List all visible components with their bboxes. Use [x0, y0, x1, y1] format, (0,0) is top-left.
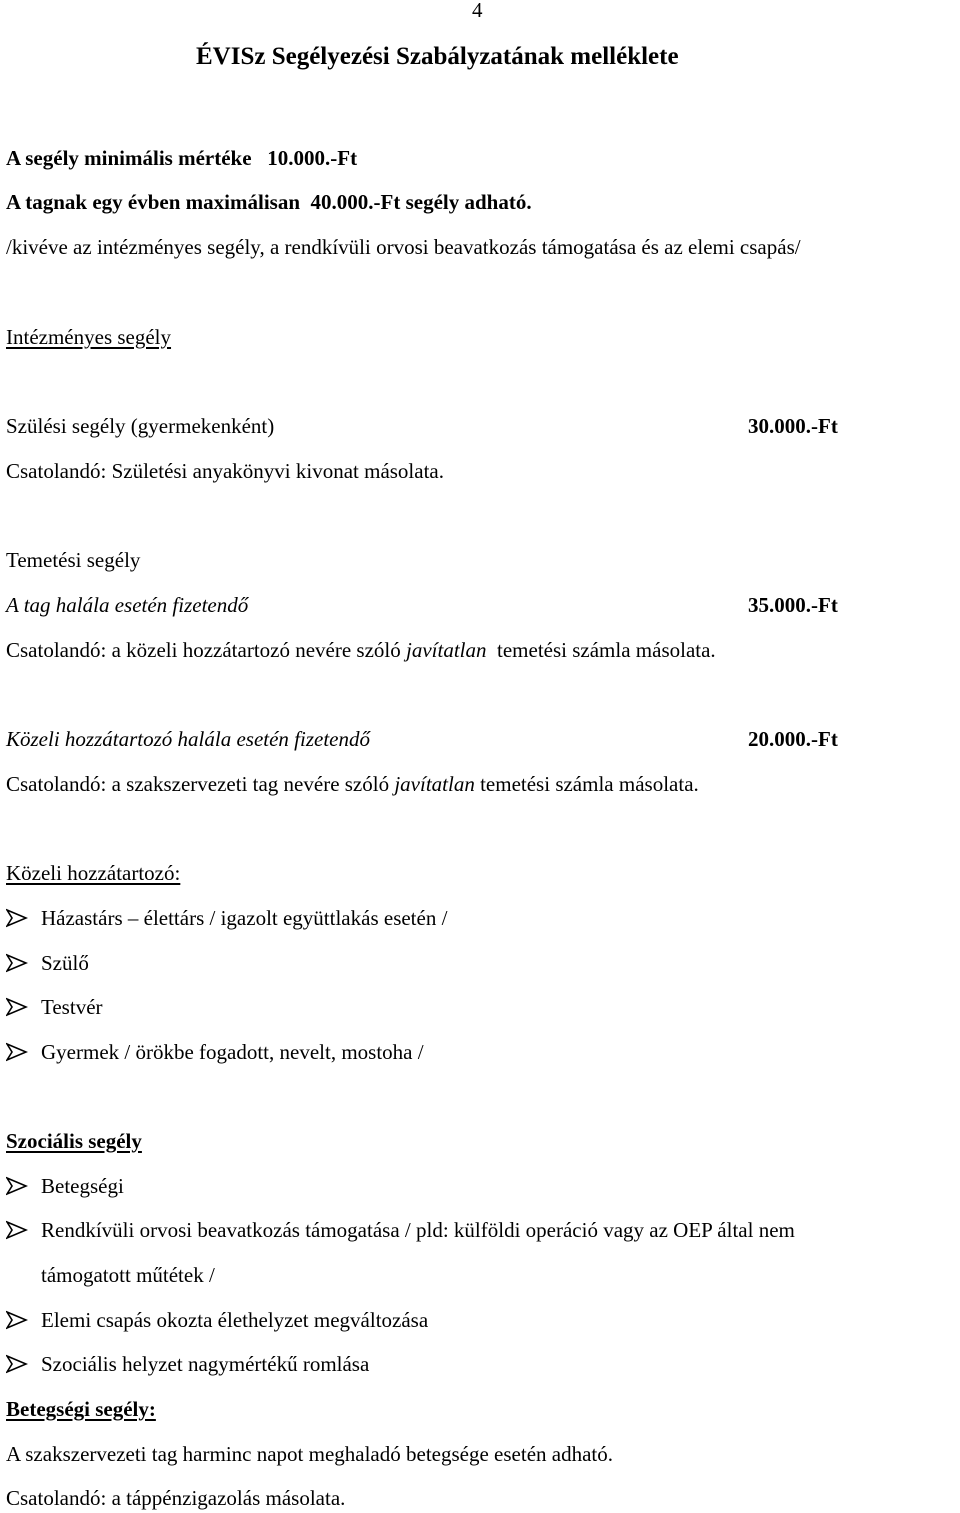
arrow-bullet-icon — [6, 1310, 28, 1330]
arrow-bullet-icon — [6, 908, 28, 928]
attachment-emphasis: javítatlan — [406, 638, 487, 662]
birth-aid-label: Szülési segély (gyermekenként) — [6, 414, 275, 438]
list-item-text: Házastárs – élettárs / igazolt együttlakás esetén / — [41, 906, 448, 930]
arrow-bullet-icon — [6, 1220, 28, 1240]
relatives-heading: Közeli hozzátartozó: — [6, 861, 181, 885]
list-item — [6, 1218, 795, 1242]
list-item — [6, 1308, 429, 1332]
list-item-text: Gyermek / örökbe fogadott, nevelt, mostoha / — [41, 1040, 424, 1064]
social-heading: Szociális segély — [6, 1129, 142, 1153]
birth-aid-attachment: Csatolandó: Születési anyakönyvi kivonat másolata. — [6, 459, 444, 483]
list-item-text: Elemi csapás okozta élethelyzet megváltozása — [41, 1308, 429, 1332]
page-title: ÉVISz Segélyezési Szabályzatának melléklete — [196, 43, 679, 70]
exception-note: /kivéve az intézményes segély, a rendkívüli orvosi beavatkozás támogatása és az elemi csapás/ — [6, 235, 801, 259]
attachment-text: Csatolandó: a közeli hozzátartozó nevére szóló — [6, 638, 401, 662]
min-amount-value: 10.000.-Ft — [267, 146, 358, 170]
max-amount-label: A tagnak egy évben maximálisan — [6, 190, 301, 214]
arrow-bullet-icon — [6, 953, 28, 973]
member-death-label: A tag halála esetén fizetendő — [6, 593, 249, 617]
max-amount-line — [6, 192, 532, 213]
max-amount-value: 40.000.-Ft segély adható. — [310, 190, 532, 214]
sickness-attachment: Csatolandó: a táppénzigazolás másolata. — [6, 1486, 346, 1510]
list-item-text: Betegségi — [41, 1174, 124, 1198]
attachment-text: temetési számla másolata. — [497, 638, 716, 662]
min-amount-label: A segély minimális mértéke — [6, 146, 252, 170]
arrow-bullet-icon — [6, 1176, 28, 1196]
member-death-amount: 35.000.-Ft — [748, 593, 838, 617]
list-item-text: Testvér — [41, 995, 103, 1019]
attachment-text: temetési számla másolata. — [480, 772, 699, 796]
page-number: 4 — [472, 0, 483, 22]
list-item — [6, 1040, 424, 1064]
list-item — [6, 1174, 124, 1198]
list-item-text: Szülő — [41, 951, 89, 975]
relative-death-label: Közeli hozzátartozó halála esetén fizetendő — [6, 727, 370, 751]
arrow-bullet-icon — [6, 1354, 28, 1374]
min-amount-line — [6, 148, 357, 169]
list-item-text: Rendkívüli orvosi beavatkozás támogatása / pld: külföldi operáció vagy az OEP által nem — [41, 1218, 795, 1242]
list-item — [6, 951, 89, 975]
attachment-emphasis: javítatlan — [394, 772, 475, 796]
arrow-bullet-icon — [6, 997, 28, 1017]
list-item-text: Szociális helyzet nagymértékű romlása — [41, 1352, 370, 1376]
list-item — [6, 995, 103, 1019]
funeral-heading: Temetési segély — [6, 548, 141, 572]
attachment-text: Csatolandó: a szakszervezeti tag nevére szóló — [6, 772, 390, 796]
list-item-continuation: támogatott műtétek / — [41, 1263, 215, 1287]
member-death-attachment — [6, 640, 716, 661]
relative-death-attachment — [6, 774, 699, 795]
sickness-text: A szakszervezeti tag harminc napot meghaladó betegsége esetén adható. — [6, 1442, 613, 1466]
relative-death-amount: 20.000.-Ft — [748, 727, 838, 751]
birth-aid-amount: 30.000.-Ft — [748, 414, 838, 438]
list-item — [6, 906, 448, 930]
institutional-heading: Intézményes segély — [6, 325, 172, 349]
sickness-heading: Betegségi segély: — [6, 1397, 156, 1421]
arrow-bullet-icon — [6, 1042, 28, 1062]
list-item — [6, 1352, 370, 1376]
